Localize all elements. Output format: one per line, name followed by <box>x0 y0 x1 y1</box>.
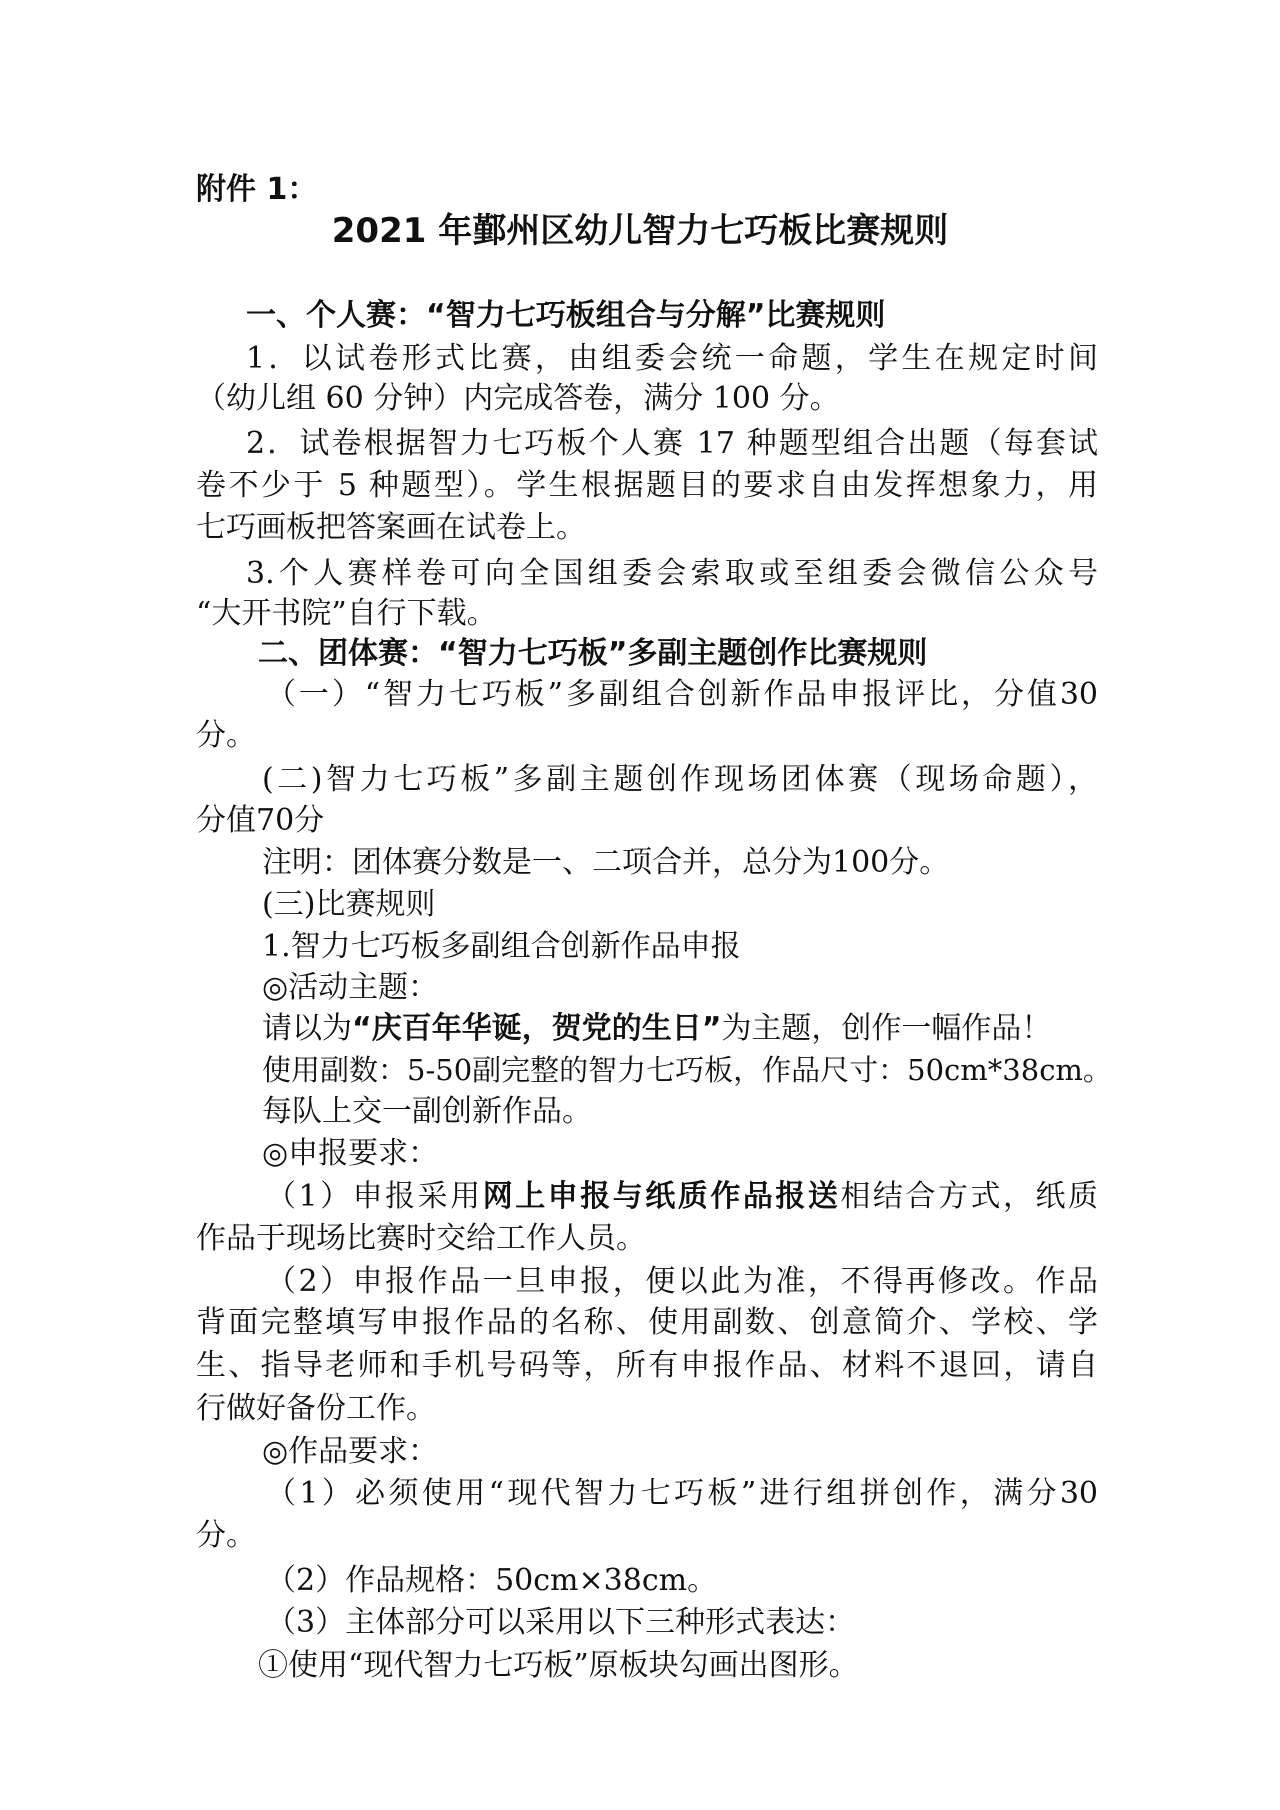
rule-2-line-2: 卷不少于 5 种题型）。学生根据题目的要求自由发挥想象力，用 <box>196 468 1098 503</box>
requirement-1-bold: 网上申报与纸质作品报送 <box>482 1179 841 1214</box>
subsection-2-line-1: (二)智力七巧板”多副主题创作现场团体赛（现场命题）， <box>262 762 1098 797</box>
section-1-heading: 一、个人赛：“智力七巧板组合与分解”比赛规则 <box>246 298 886 333</box>
work-2-line: （2）作品规格：50cm×38cm。 <box>266 1563 718 1598</box>
theme-title: “庆百年华诞，贺党的生日” <box>352 1011 722 1046</box>
theme-label: ◎活动主题： <box>262 970 439 1005</box>
work-3-line: （3）主体部分可以采用以下三种形式表达： <box>266 1605 856 1640</box>
requirement-1-suffix: 相结合方式，纸质 <box>840 1179 1099 1214</box>
rule-3-line-2: “大开书院”自行下载。 <box>196 596 497 631</box>
rule-2-line-3: 七巧画板把答案画在试卷上。 <box>196 510 586 545</box>
subsection-3-heading: (三)比赛规则 <box>262 887 436 922</box>
rule-1-line-1: 1．以试卷形式比赛，由组委会统一命题，学生在规定时间 <box>246 341 1098 376</box>
rule-1-line-2: （幼儿组 60 分钟）内完成答卷，满分 100 分。 <box>196 381 840 416</box>
team-line: 每队上交一副创新作品。 <box>262 1094 592 1129</box>
page-title: 2021 年鄞州区幼儿智力七巧板比赛规则 <box>331 211 949 251</box>
requirement-1-prefix: （1）申报采用 <box>266 1179 483 1214</box>
subsection-1-line-1: （一）“智力七巧板”多副组合创新作品申报评比，分值30 <box>266 677 1098 712</box>
requirement-2-line-1: （2）申报作品一旦申报，便以此为准，不得再修改。作品 <box>266 1264 1098 1299</box>
section-2-heading: 二、团体赛：“智力七巧板”多副主题创作比赛规则 <box>258 636 928 671</box>
attachment-label: 附件 1： <box>196 172 318 207</box>
work-1-line-2: 分。 <box>196 1518 256 1553</box>
requirement-2-line-3: 生、指导老师和手机号码等，所有申报作品、材料不退回，请自 <box>196 1348 1098 1383</box>
subsection-2-line-2: 分值70分 <box>196 803 325 838</box>
theme-suffix: 为主题，创作一幅作品！ <box>721 1011 1052 1046</box>
work-3-option-1: ①使用“现代智力七巧板”原板块勾画出图形。 <box>258 1648 859 1683</box>
requirements-label: ◎申报要求： <box>262 1136 439 1171</box>
work-1-line-1: （1）必须使用“现代智力七巧板”进行组拼创作，满分30 <box>266 1476 1098 1511</box>
subsection-1-line-2: 分。 <box>196 718 256 753</box>
theme-line <box>262 1009 1051 1049</box>
rule-3-line-1: 3.个人赛样卷可向全国组委会索取或至组委会微信公众号 <box>246 556 1098 591</box>
theme-prefix: 请以为 <box>262 1011 352 1046</box>
note-line: 注明：团体赛分数是一、二项合并，总分为100分。 <box>262 845 950 880</box>
usage-line: 使用副数：5-50副完整的智力七巧板，作品尺寸：50cm*38cm。 <box>262 1053 1112 1087</box>
requirement-1-line-2: 作品于现场比赛时交给工作人员。 <box>196 1221 646 1256</box>
rule-item-1: 1.智力七巧板多副组合创新作品申报 <box>262 929 741 964</box>
requirement-2-line-4: 行做好备份工作。 <box>196 1391 436 1426</box>
work-requirements-label: ◎作品要求： <box>262 1434 439 1469</box>
rule-2-line-1: 2．试卷根据智力七巧板个人赛 17 种题型组合出题（每套试 <box>246 426 1098 461</box>
requirement-1-line-1 <box>266 1177 1098 1217</box>
requirement-2-line-2: 背面完整填写申报作品的名称、使用副数、创意简介、学校、学 <box>196 1305 1098 1340</box>
